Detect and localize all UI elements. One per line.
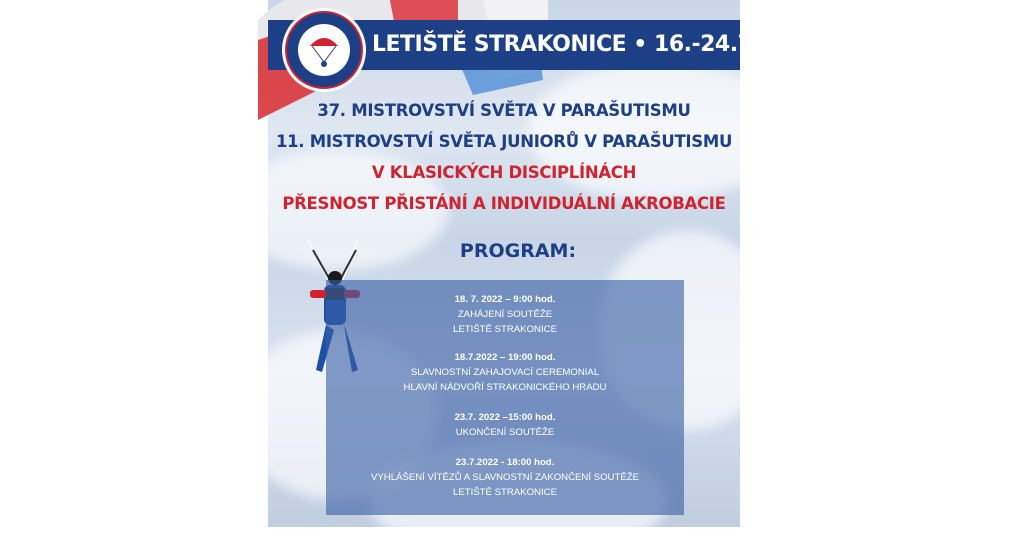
event-line: VYHLÁŠENÍ VÍTĚZŮ A SLAVNOSTNÍ ZAKONČENÍ SOUTĚŽE [371,472,639,483]
event-datetime: 18.7.2022 – 19:00 hod. [454,352,556,363]
program-event [326,410,684,440]
event-line: ZAHÁJENÍ SOUTĚŽE [457,309,553,320]
event-datetime: 23.7. 2022 –15:00 hod. [454,412,556,423]
event-line: LETIŠTĚ STRAKONICE [453,324,557,335]
event-line: UKONČENÍ SOUTĚŽE [455,427,555,438]
championship-logo [280,6,368,94]
event-line: LETIŠTĚ STRAKONICE [453,487,557,498]
title-world-championship: 37. MISTROVSTVÍ SVĚTA V PARAŠUTISMU [317,101,691,120]
title-classic-disciplines: V KLASICKÝCH DISCIPLÍNÁCH [371,163,637,182]
location-date-title: LETIŠTĚ STRAKONICE • 16.-24.7.2022 [372,32,820,57]
title-junior-championship: 11. MISTROVSTVÍ SVĚTA JUNIORŮ V PARAŠUTISMU [275,132,733,151]
event-datetime: 23.7.2022 - 18:00 hod. [455,457,555,468]
program-event [326,350,684,395]
event-line: HLAVNÍ NÁDVOŘÍ STRAKONICKÉHO HRADU [403,382,607,393]
program-event [326,455,684,500]
event-datetime: 18. 7. 2022 – 9:00 hod. [454,294,556,305]
program-event [326,292,684,337]
title-disciplines-list: PŘESNOST PŘISTÁNÍ A INDIVIDUÁLNÍ AKROBACIE [282,194,726,213]
event-line: SLAVNOSTNÍ ZAHAJOVACÍ CEREMONIAL [410,367,600,378]
program-panel [326,280,684,515]
event-poster [268,0,820,527]
program-heading: PROGRAM: [459,240,577,262]
